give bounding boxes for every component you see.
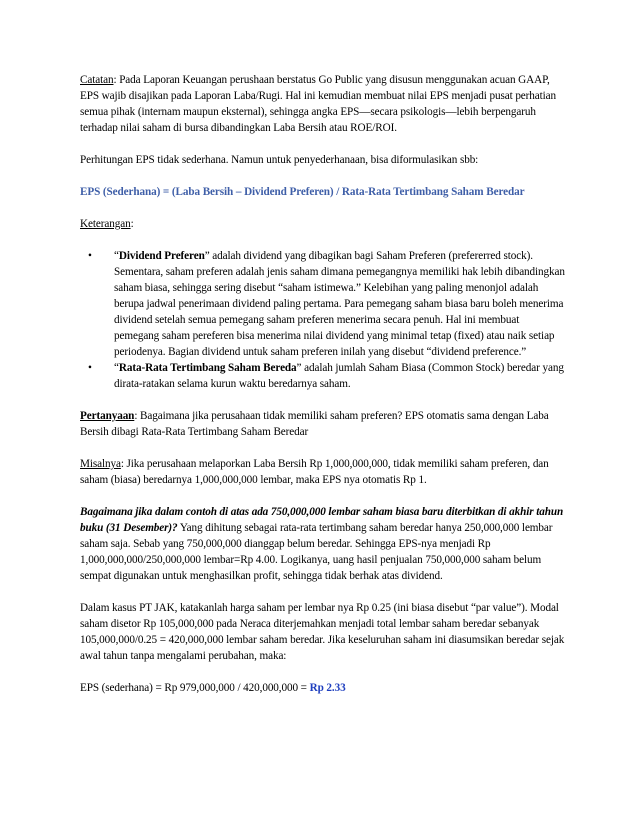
eps-formula: EPS (Sederhana) = (Laba Bersih – Dividend Preferen) / Rata-Rata Tertimbang Saham Beredar bbox=[80, 186, 525, 198]
misalnya-label: Misalnya bbox=[80, 458, 121, 470]
bagaimana-paragraph bbox=[80, 504, 565, 584]
term-dividend-preferen-text: ” adalah dividend yang dibagikan bagi Saham Preferen (prefererred stock). Sementara, saham preferen adalah jenis saham dimana pemegangnya memiliki hak lebih dibandingkan saham biasa, sehingga sering disebut “saham istimewa.” Kelebihan yang paling menonjol adalah berupa jadwal penerimaan dividend paling pertama. Para pemegang saham biasa baru boleh menerima dividend setelah semua pemegang saham preferen menerima secara penuh. Hal ini membuat pemegang saham pereferen bisa menerima nilai dividend yang minimal tetap (fixed) atau naik setiap periodenya. Bagian dividend untuk saham preferen inilah yang disebut “dividend preference.” bbox=[114, 250, 565, 358]
term-open-quote: “ bbox=[114, 250, 119, 262]
bullet-icon: • bbox=[88, 362, 92, 374]
list-item bbox=[80, 360, 565, 392]
bullet-icon: • bbox=[88, 250, 92, 262]
perhitungan-paragraph: Perhitungan EPS tidak sederhana. Namun untuk penyederhanaan, bisa diformulasikan sbb: bbox=[80, 154, 479, 166]
list-item bbox=[80, 248, 565, 360]
pertanyaan-text: : Bagaimana jika perusahaan tidak memiliki saham preferen? EPS otomatis sama dengan Laba Bersih dibagi Rata-Rata Tertimbang Saham Beredar bbox=[80, 410, 549, 438]
keterangan-list bbox=[80, 248, 565, 392]
pertanyaan-paragraph bbox=[80, 408, 565, 440]
keterangan-colon: : bbox=[130, 218, 134, 230]
pertanyaan-label: Pertanyaan bbox=[80, 410, 135, 422]
catatan-paragraph bbox=[80, 72, 565, 136]
term-open-quote: “ bbox=[114, 362, 119, 374]
eps-result-value: Rp 2.33 bbox=[309, 682, 346, 694]
eps-result-text: EPS (sederhana) = Rp 979,000,000 / 420,000,000 = bbox=[80, 682, 310, 694]
keterangan-heading bbox=[80, 216, 565, 232]
bagaimana-text: Yang dihitung sebagai rata-rata tertimbang saham beredar hanya 250,000,000 lembar saham saja. Sebab yang 750,000,000 dianggap belum beredar. Sehingga EPS-nya menjadi Rp 1,000,000,000/250,000,000 lembar=Rp 4.00. Logikanya, uang hasil penjualan 750,000,000 saham belum sempat digunakan untuk menghasilkan profit, sehingga tidak berhak atas dividend. bbox=[80, 522, 553, 582]
misalnya-paragraph bbox=[80, 456, 565, 488]
dalam-kasus-paragraph: Dalam kasus PT JAK, katakanlah harga saham per lembar nya Rp 0.25 (ini biasa disebut “par value”). Modal saham disetor Rp 105,000,000 pada Neraca diterjemahkan menjadi total lembar saham beredar sebanyak 105,000,000/0.25 = 420,000,000 lembar saham beredar. Jika keseluruhan saham ini diasumsikan beredar sejak awal tahun tanpa mengalami perubahan, maka: bbox=[80, 602, 565, 662]
term-rata-rata-tertimbang-text: ” adalah jumlah Saham Biasa (Common Stock) beredar yang dirata-ratakan selama kurun waktu beredarnya saham. bbox=[114, 362, 564, 390]
eps-result-line bbox=[80, 680, 565, 696]
term-rata-rata-tertimbang: Rata-Rata Tertimbang Saham Bereda bbox=[118, 362, 297, 374]
misalnya-text: : Jika perusahaan melaporkan Laba Bersih Rp 1,000,000,000, tidak memiliki saham preferen, dan saham (biasa) beredarnya 1,000,000,000 lembar, maka EPS nya otomatis Rp 1. bbox=[80, 458, 549, 486]
bagaimana-question: Bagaimana jika dalam contoh di atas ada 750,000,000 lembar saham biasa baru diterbitkan di akhir tahun buku (31 Desember)? bbox=[80, 506, 564, 534]
keterangan-label: Keterangan bbox=[80, 218, 131, 230]
term-dividend-preferen: Dividend Preferen bbox=[118, 250, 205, 262]
document-page bbox=[80, 72, 565, 712]
catatan-label: Catatan bbox=[80, 74, 114, 86]
catatan-text: : Pada Laporan Keuangan perushaan berstatus Go Public yang disusun menggunakan acuan GAAP, EPS wajib disajikan pada Laporan Laba/Rugi. Hal ini kemudian membuat nilai EPS menjadi pusat perhatian semua pihak (internam maupun eksternal), sehingga angka EPS—secara psikologis—lebih berpengaruh terhadap nilai saham di bursa dibandingkan Laba Bersih atau ROE/ROI. bbox=[80, 74, 557, 134]
